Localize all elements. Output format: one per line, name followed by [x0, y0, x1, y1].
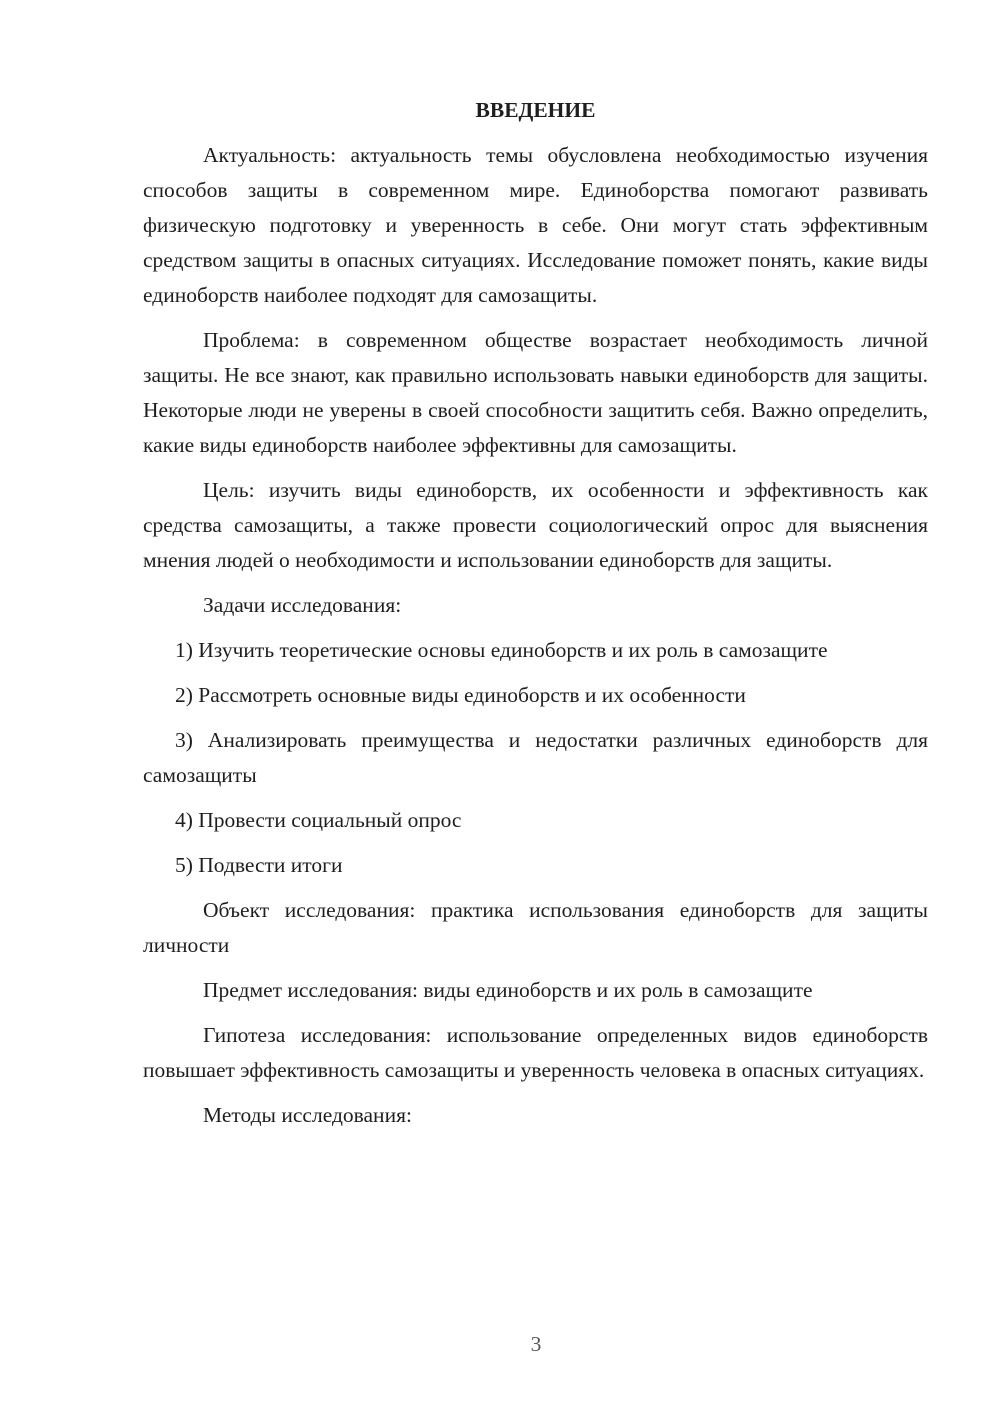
- paragraph-problem: Проблема: в современном обществе возрастает необходимость личной защиты. Не все знают, как правильно использовать навыки единоборств для защиты. Некоторые люди не уверены в своей способности защитить себя. Важно определить, какие виды единоборств наиболее эффективны для самозащиты.: [143, 328, 928, 457]
- tasks-heading: Задачи исследования:: [203, 593, 402, 617]
- paragraph-object: Объект исследования: практика использования единоборств для защиты личности: [143, 898, 928, 957]
- list-item: 5) Подвести итоги: [175, 853, 343, 877]
- tasks-list: [143, 633, 928, 883]
- document-page: [143, 93, 928, 1143]
- list-item: 3) Анализировать преимущества и недостатки различных единоборств для самозащиты: [143, 728, 928, 787]
- paragraph-goal: Цель: изучить виды единоборств, их особенности и эффективность как средства самозащиты, а также провести социологический опрос для выяснения мнения людей о необходимости и использовании единоборств для защиты.: [143, 478, 928, 572]
- page-title: ВВЕДЕНИЕ: [475, 98, 596, 122]
- list-item: 2) Рассмотреть основные виды единоборств и их особенности: [175, 683, 746, 707]
- paragraph-hypothesis: Гипотеза исследования: использование определенных видов единоборств повышает эффективность самозащиты и уверенность человека в опасных ситуациях.: [143, 1023, 928, 1082]
- paragraph-relevance: Актуальность: актуальность темы обусловлена необходимостью изучения способов защиты в современном мире. Единоборства помогают развивать физическую подготовку и уверенность в себе. Они могут стать эффективным средством защиты в опасных ситуациях. Исследование поможет понять, какие виды единоборств наиболее подходят для самозащиты.: [143, 143, 928, 307]
- paragraph-subject: Предмет исследования: виды единоборств и их роль в самозащите: [203, 978, 813, 1002]
- page-number: 3: [530, 1332, 542, 1356]
- methods-heading: Методы исследования:: [203, 1103, 412, 1127]
- list-item: 4) Провести социальный опрос: [175, 808, 462, 832]
- list-item: 1) Изучить теоретические основы единоборств и их роль в самозащите: [175, 638, 828, 662]
